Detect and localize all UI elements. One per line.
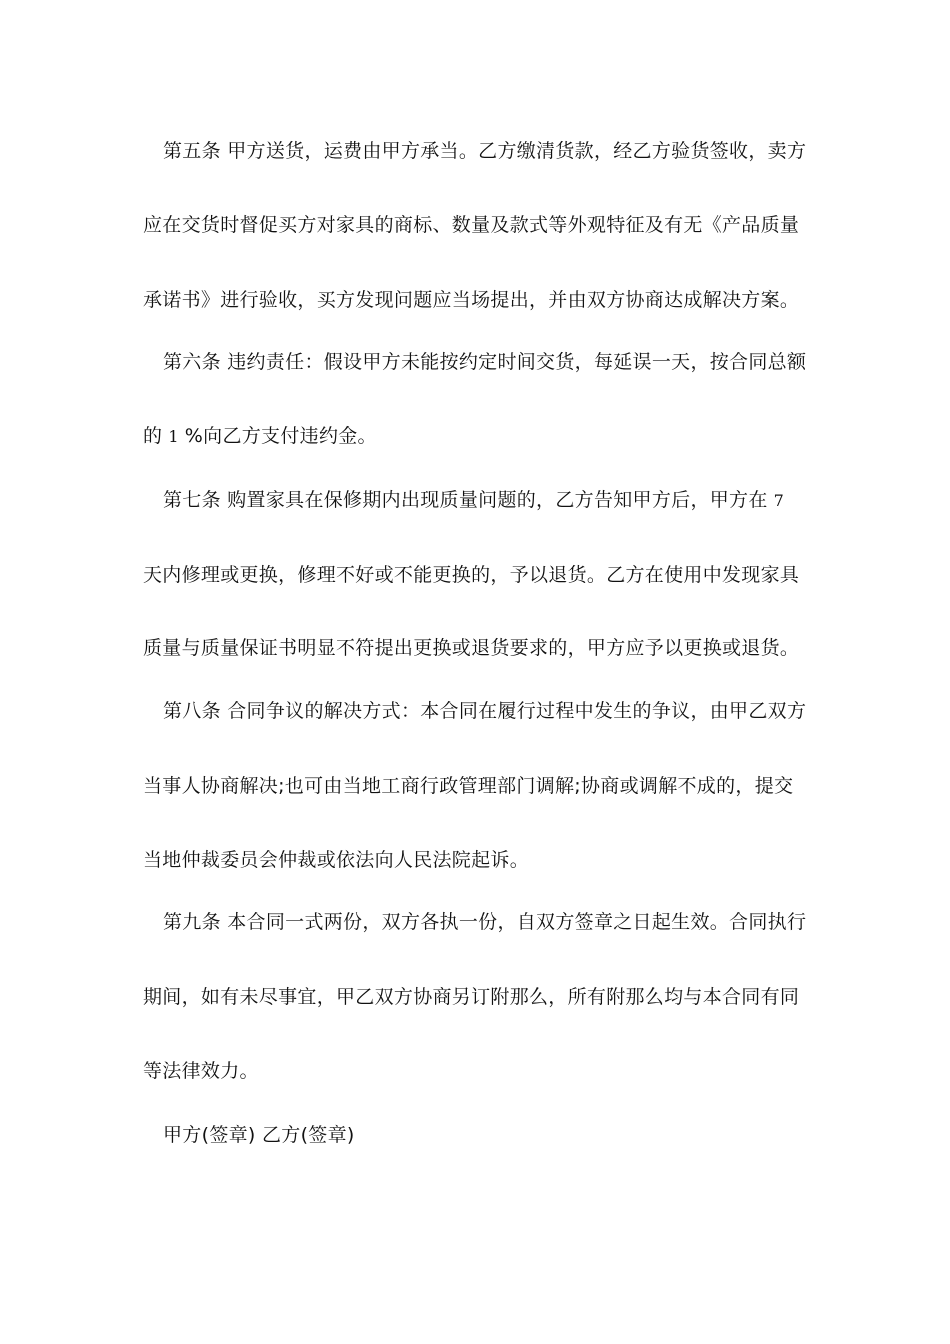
signature-line: 甲方(签章) 乙方(签章) — [163, 1124, 355, 1146]
article-6-prefix: 的 — [143, 425, 163, 447]
repair-days-value: 7 — [773, 491, 785, 510]
article-9-line-1: 第九条 本合同一式两份，双方各执一份，自双方签章之日起生效。合同执行 — [163, 911, 807, 933]
article-5-line-2: 应在交货时督促买方对家具的商标、数量及款式等外观特征及有无《产品质量 — [143, 214, 800, 236]
article-8-line-1: 第八条 合同争议的解决方式：本合同在履行过程中发生的争议，由甲乙双方 — [163, 700, 807, 722]
article-8-line-2: 当事人协商解决;也可由当地工商行政管理部门调解;协商或调解不成的，提交 — [143, 775, 794, 797]
article-9-line-3: 等法律效力。 — [143, 1060, 259, 1082]
article-5-line-1: 第五条 甲方送货，运费由甲方承当。乙方缴清货款，经乙方验货签收，卖方 — [163, 140, 807, 162]
penalty-percent-value: 1 — [168, 427, 179, 446]
article-6-line-2 — [143, 421, 823, 451]
article-7-line-3: 质量与质量保证书明显不符提出更换或退货要求的，甲方应予以更换或退货。 — [143, 637, 800, 659]
article-6-suffix: %向乙方支付违约金。 — [184, 425, 377, 447]
article-9-line-2: 期间，如有未尽事宜，甲乙双方协商另订附那么，所有附那么均与本合同有同 — [143, 986, 800, 1008]
article-8-line-3: 当地仲裁委员会仲裁或依法向人民法院起诉。 — [143, 849, 530, 871]
article-7-line-2: 天内修理或更换，修理不好或不能更换的，予以退货。乙方在使用中发现家具 — [143, 564, 800, 586]
article-7-line-1 — [163, 485, 843, 515]
article-6-line-1: 第六条 违约责任：假设甲方未能按约定时间交货，每延误一天，按合同总额 — [163, 351, 807, 373]
article-5-line-3: 承诺书》进行验收，买方发现问题应当场提出，并由双方协商达成解决方案。 — [143, 289, 800, 311]
article-7-text: 第七条 购置家具在保修期内出现质量问题的，乙方告知甲方后，甲方在 — [163, 489, 768, 511]
